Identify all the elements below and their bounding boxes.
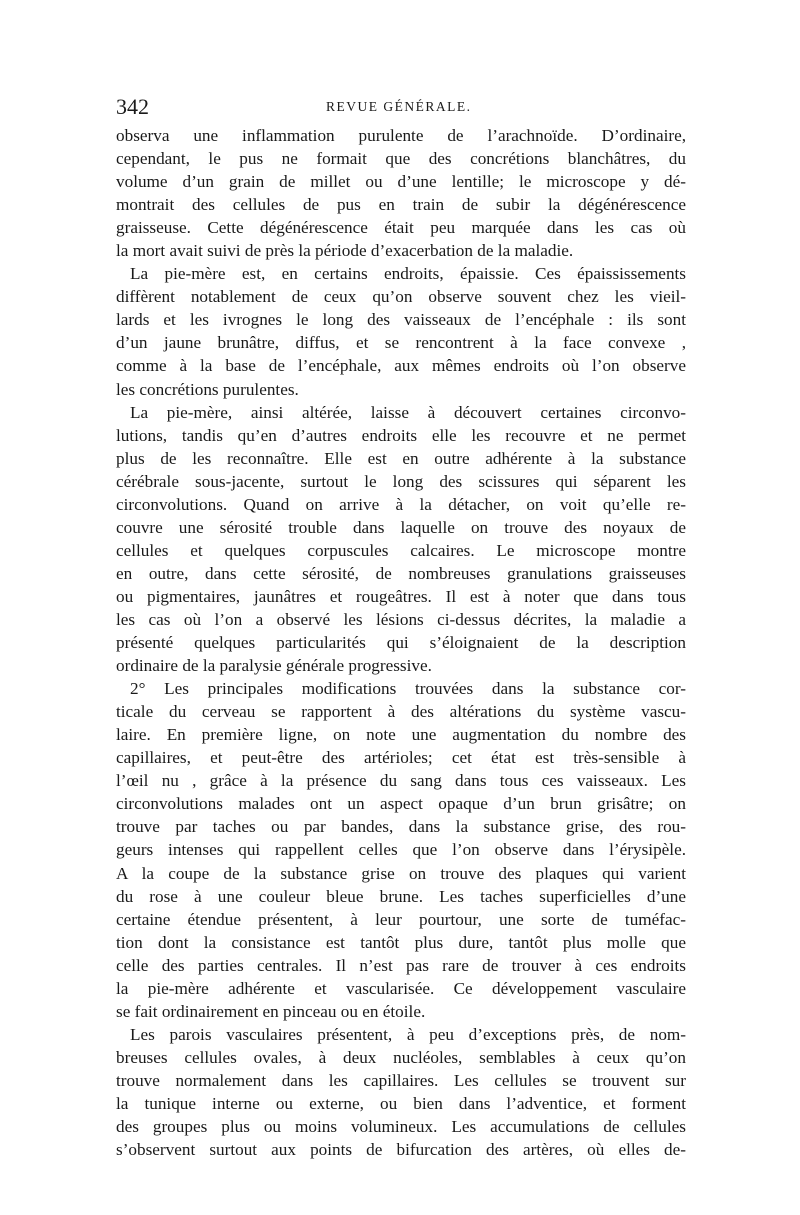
text-line: ordinaire de la paralysie générale progressive. [116, 656, 432, 676]
text-line: breuses cellules ovales, à deux nucléoles, semblables à ceux qu’on [116, 1047, 686, 1067]
text-line: du rose à une couleur bleue brune. Les taches superficielles d’une [116, 886, 686, 906]
running-head: REVUE GÉNÉRALE. [326, 99, 472, 114]
text-line: comme à la base de l’encéphale, aux mêmes endroits où l’on observe [116, 356, 686, 376]
text-line: La pie-mère est, en certains endroits, épaissie. Ces épaississements [130, 264, 686, 284]
body-text [116, 124, 686, 1161]
text-line: capillaires, et peut-être des artérioles; cet état est très-sensible à [116, 748, 686, 768]
text-line: observa une inflammation purulente de l’arachnoïde. D’ordinaire, [116, 126, 686, 145]
text-line: ou pigmentaires, jaunâtres et rougeâtres. Il est à noter que dans tous [116, 586, 686, 606]
text-line: celle des parties centrales. Il n’est pas rare de trouver à ces endroits [116, 955, 686, 975]
text-line: en outre, dans cette sérosité, de nombreuses granulations graisseuses [116, 563, 686, 583]
text-line: couvre une sérosité trouble dans laquelle on trouve des noyaux de [116, 517, 686, 537]
text-line: présenté quelques particularités qui s’éloignaient de la description [116, 633, 686, 653]
text-line: trouve par taches ou par bandes, dans la substance grise, des rou- [116, 817, 686, 837]
text-line: circonvolutions. Quand on arrive à la détacher, on voit qu’elle re- [116, 494, 686, 514]
text-line: d’un jaune brunâtre, diffus, et se rencontrent à la face convexe , [116, 333, 686, 353]
text-line: cependant, le pus ne formait que des concrétions blanchâtres, du [116, 149, 686, 169]
text-line: A la coupe de la substance grise on trouve des plaques qui varient [116, 863, 686, 883]
text-line: la mort avait suivi de près la période d’exacerbation de la maladie. [116, 241, 574, 261]
page-number: 342 [116, 94, 149, 119]
text-line: diffèrent notablement de ceux qu’on observe souvent chez les vieil- [116, 287, 686, 307]
page-header [116, 94, 686, 124]
text-line: l’œil nu , grâce à la présence du sang dans tous ces vaisseaux. Les [116, 771, 686, 791]
text-line: geurs intenses qui rappellent celles que l’on observe dans l’érysipèle. [116, 840, 686, 860]
text-line: les cas où l’on a observé les lésions ci-dessus décrites, la maladie a [116, 609, 686, 629]
text-line: tion dont la consistance est tantôt plus dure, tantôt plus molle que [116, 932, 686, 952]
text-line: ticale du cerveau se rapportent à des altérations du système vascu- [116, 702, 686, 722]
text-line: la pie-mère adhérente et vascularisée. Ce développement vasculaire [116, 978, 686, 998]
text-line: les concrétions purulentes. [116, 379, 299, 399]
text-line: montrait des cellules de pus en train de subir la dégénérescence [116, 195, 686, 215]
text-line: 2° Les principales modifications trouvées dans la substance cor- [130, 679, 686, 699]
text-line: circonvolutions malades ont un aspect opaque d’un brun grisâtre; on [116, 794, 686, 814]
text-line: trouve normalement dans les capillaires. Les cellules se trouvent sur [116, 1070, 686, 1090]
text-line: cérébrale sous-jacente, surtout le long des scissures qui séparent les [116, 471, 686, 491]
text-line: laire. En première ligne, on note une augmentation du nombre des [116, 725, 686, 745]
text-line: lards et les ivrognes le long des vaisseaux de l’encéphale : ils sont [116, 310, 686, 330]
text-line: cellules et quelques corpuscules calcaires. Le microscope montre [116, 540, 686, 560]
text-line: Les parois vasculaires présentent, à peu d’exceptions près, de nom- [130, 1024, 686, 1044]
text-line: volume d’un grain de millet ou d’une lentille; le microscope y dé- [116, 172, 686, 192]
text-line: La pie-mère, ainsi altérée, laisse à découvert certaines circonvo- [130, 402, 686, 422]
text-line: se fait ordinairement en pinceau ou en étoile. [116, 1001, 426, 1021]
text-line: certaine étendue présentent, à leur pourtour, une sorte de tuméfac- [116, 909, 686, 929]
text-line: plus de les reconnaître. Elle est en outre adhérente à la substance [116, 448, 686, 468]
text-line: des groupes plus ou moins volumineux. Les accumulations de cellules [116, 1117, 686, 1137]
text-line: la tunique interne ou externe, ou bien dans l’adventice, et forment [116, 1093, 686, 1113]
text-line: lutions, tandis qu’en d’autres endroits elle les recouvre et ne permet [116, 425, 686, 445]
text-line: s’observent surtout aux points de bifurcation des artères, où elles de- [116, 1140, 686, 1160]
text-line: graisseuse. Cette dégénérescence était peu marquée dans les cas où [116, 218, 686, 238]
